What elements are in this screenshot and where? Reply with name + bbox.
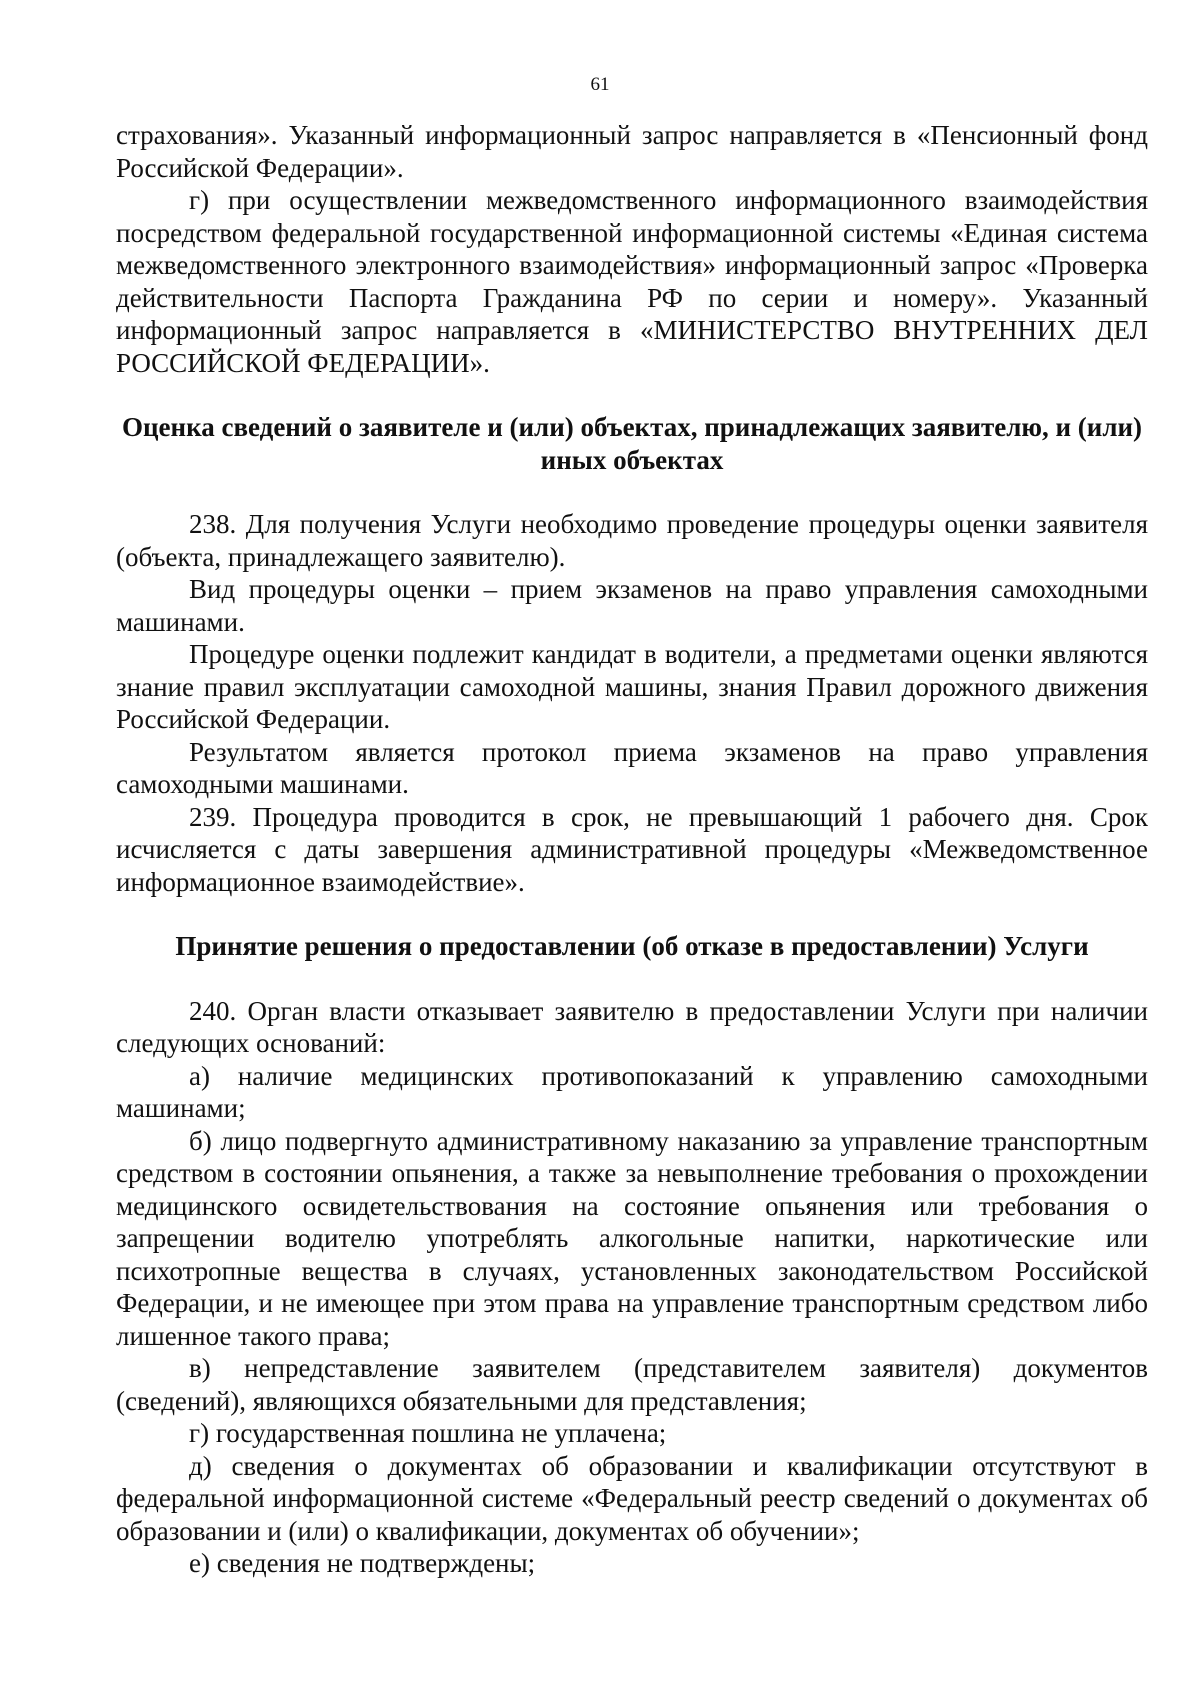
paragraph: г) при осуществлении межведомственного информационного взаимодействия посредством федеральной государственной информационной системы «Единая система межведомственного электронного взаимодействия» информационный запрос «Проверка действительности Паспорта Гражданина РФ по серии и номеру». Указанный информационный запрос направляется в «МИНИСТЕРСТВО ВНУТРЕННИХ ДЕЛ РОССИЙСКОЙ ФЕДЕРАЦИИ».: [116, 185, 1148, 378]
paragraph: Результатом является протокол приема экзаменов на право управления самоходными машинами.: [116, 736, 1148, 799]
list-item: б) лицо подвергнуто административному наказанию за управление транспортным средством в состоянии опьянения, а также за невыполнение требования о прохождении медицинского освидетельствования на состояние опьянения или требования о запрещении водителю употреблять алкогольные напитки, наркотические или психотропные вещества в случаях, установленных законодательством Российской Федерации, и не имеющее при этом права на управление транспортным средством либо лишенное такого права;: [116, 1125, 1148, 1351]
list-item: а) наличие медицинских противопоказаний к управлению самоходными машинами;: [116, 1060, 1148, 1123]
paragraph: страхования». Указанный информационный запрос направляется в «Пенсионный фонд Российской Федерации».: [116, 120, 1148, 183]
list-item: г) государственная пошлина не уплачена;: [189, 1418, 667, 1448]
paragraph: 240. Орган власти отказывает заявителю в предоставлении Услуги при наличии следующих оснований:: [116, 995, 1148, 1058]
paragraph: Вид процедуры оценки – прием экзаменов на право управления самоходными машинами.: [116, 574, 1148, 637]
paragraph: Процедуре оценки подлежит кандидат в водители, а предметами оценки являются знание правил эксплуатации самоходной машины, знания Правил дорожного движения Российской Федерации.: [116, 639, 1148, 734]
paragraph: 238. Для получения Услуги необходимо проведение процедуры оценки заявителя (объекта, принадлежащего заявителю).: [116, 509, 1148, 572]
document-body: [116, 119, 1148, 1580]
section-heading: Принятие решения о предоставлении (об отказе в предоставлении) Услуги: [175, 931, 1089, 961]
page-number: 61: [590, 74, 610, 95]
paragraph: 239. Процедура проводится в срок, не превышающий 1 рабочего дня. Срок исчисляется с даты завершения административной процедуры «Межведомственное информационное взаимодействие».: [116, 801, 1148, 897]
list-item: д) сведения о документах об образовании и квалификации отсутствуют в федеральной информационной системе «Федеральный реестр сведений о документах об образовании и (или) о квалификации, документах об обучении»;: [116, 1450, 1148, 1546]
section-heading: Оценка сведений о заявителе и (или) объектах, принадлежащих заявителю, и (или) иных объектах: [121, 412, 1143, 475]
list-item: в) непредставление заявителем (представителем заявителя) документов (сведений), являющихся обязательными для представления;: [116, 1353, 1148, 1416]
list-item: е) сведения не подтверждены;: [189, 1548, 536, 1578]
